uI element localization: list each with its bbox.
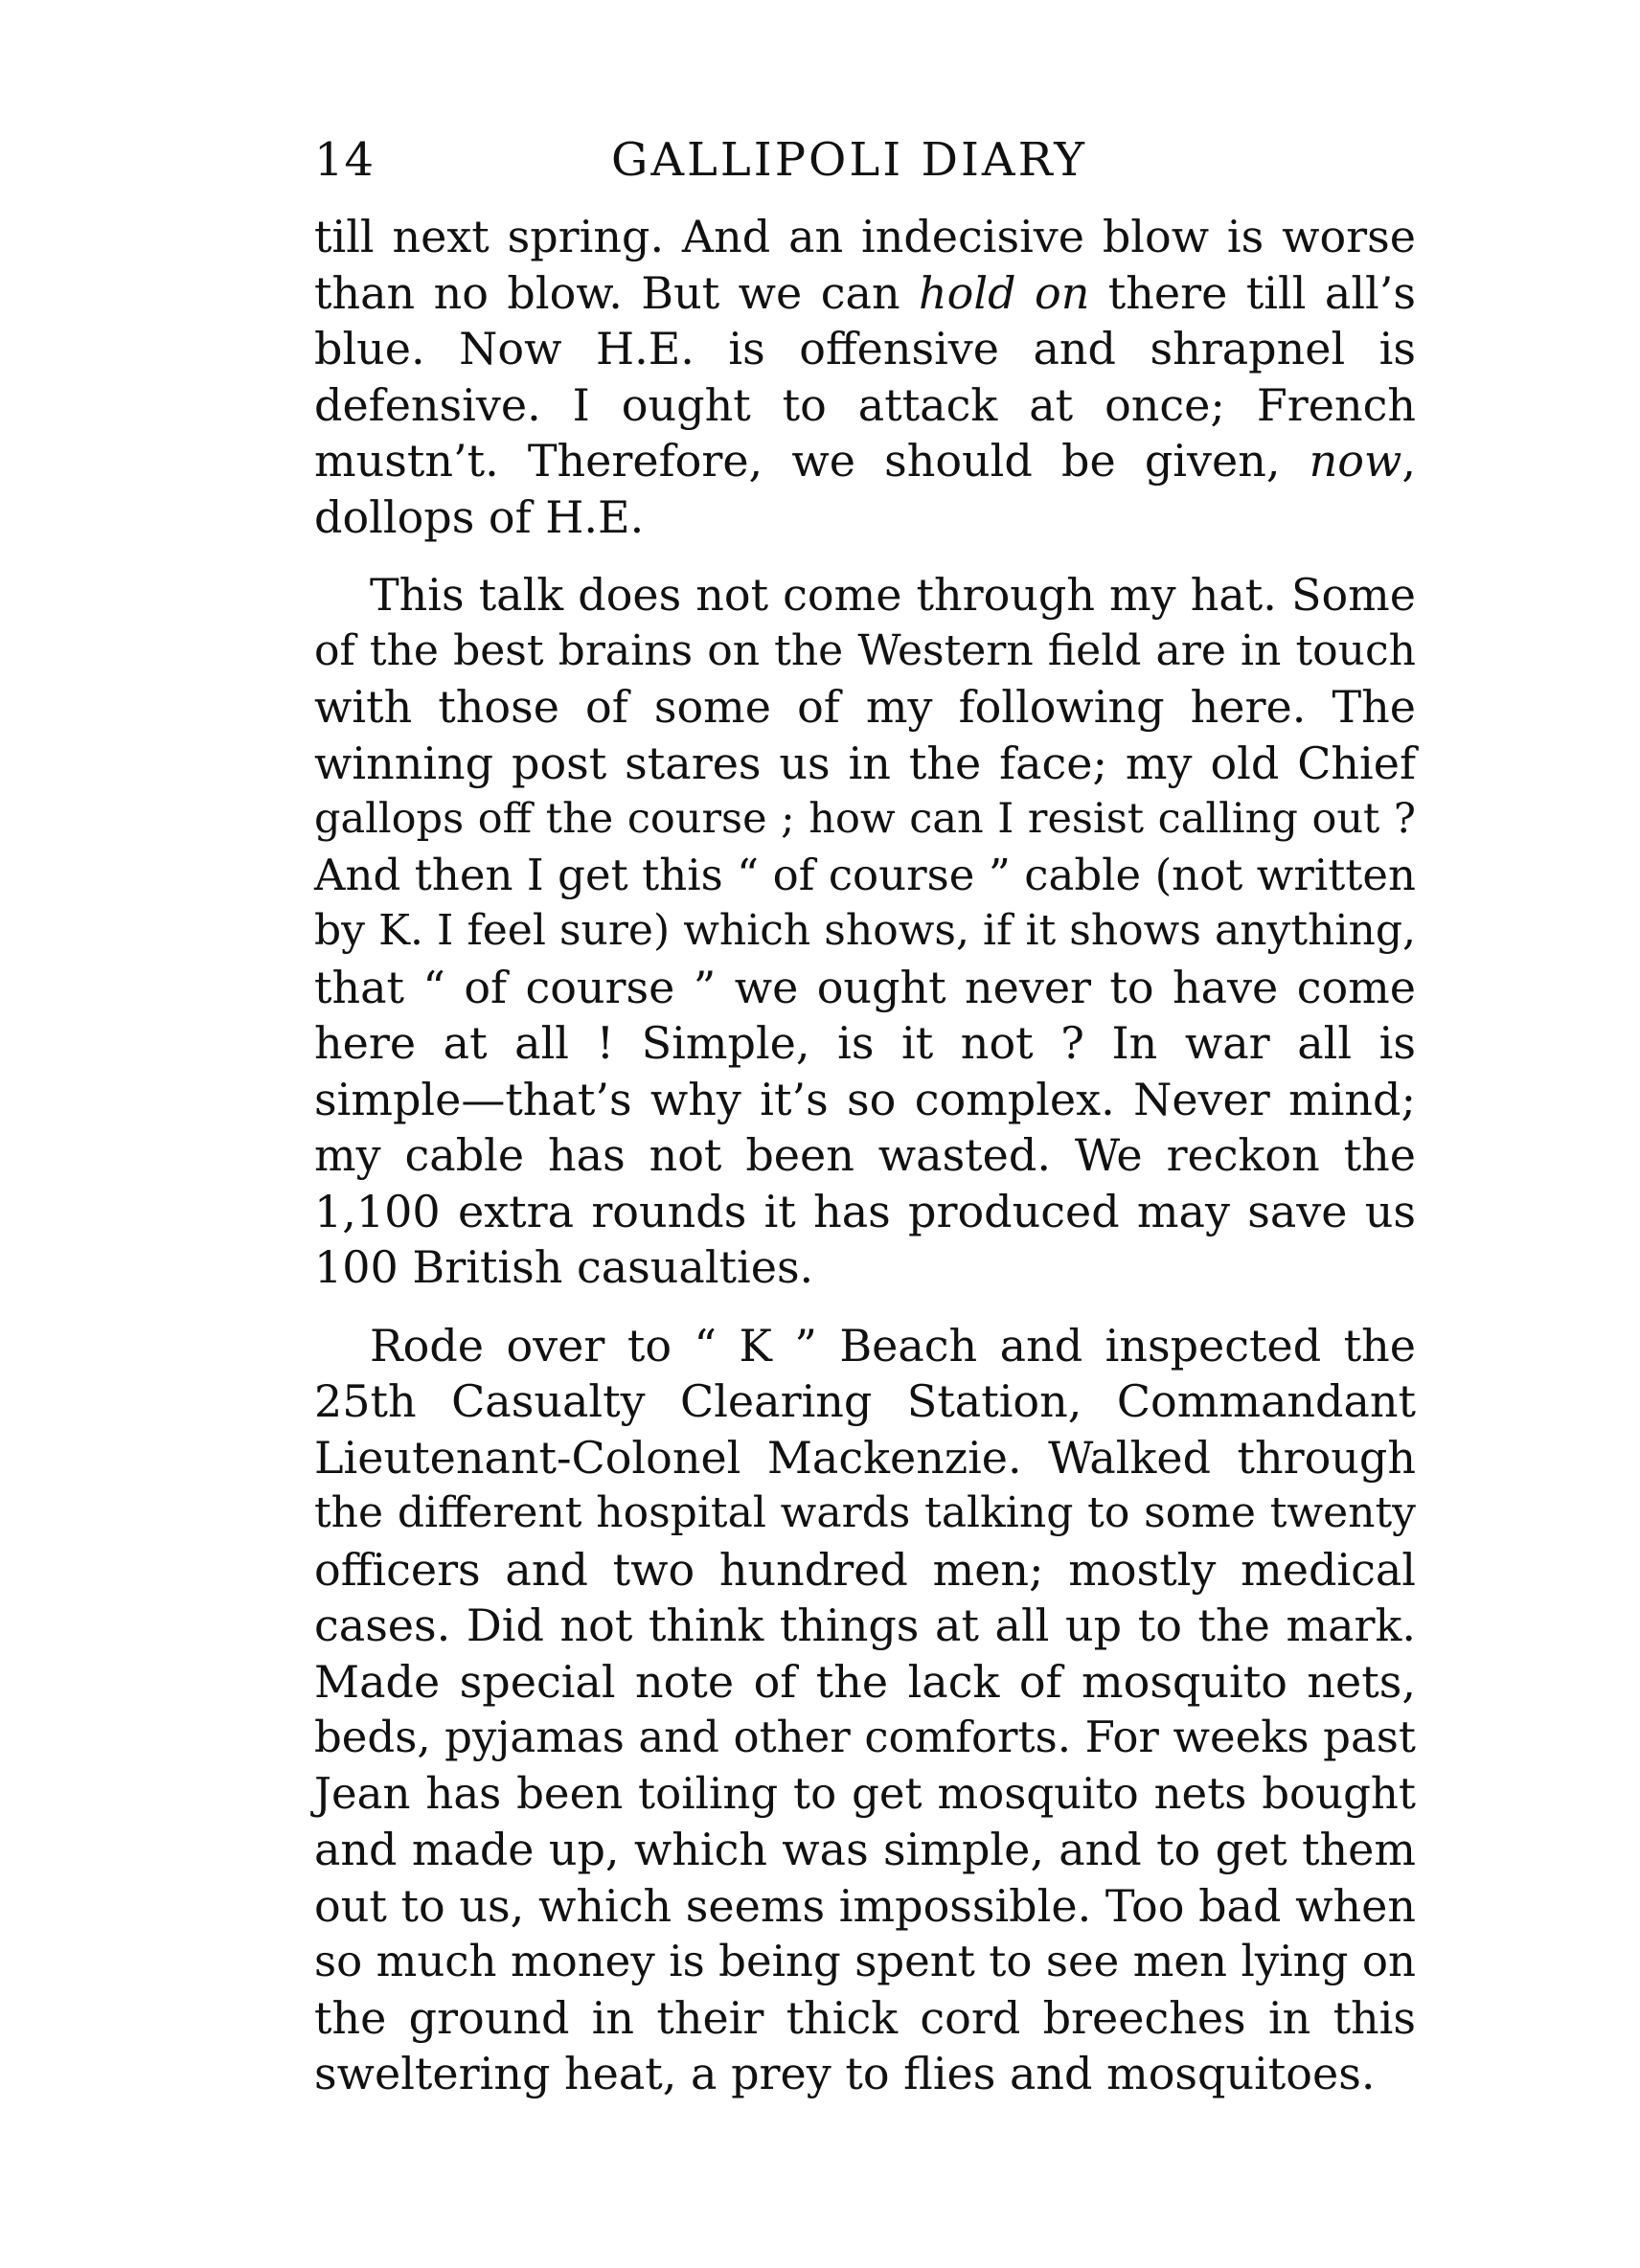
- text-line: 1,100 extra rounds it has produced may save us: [314, 1185, 1416, 1237]
- text-line: that “ of course ” we ought never to have come: [314, 961, 1416, 1013]
- text-line: by K. I feel sure) which shows, if it shows anything,: [314, 906, 1416, 955]
- text-line: defensive. I ought to attack at once; French: [314, 378, 1416, 431]
- text-line: the ground in their thick cord breeches in this: [314, 1991, 1416, 2044]
- body-text: [314, 209, 1416, 2102]
- text-line: out to us, which seems impossible. Too bad when: [314, 1879, 1416, 1932]
- page-header: [314, 126, 1416, 193]
- text-line: 25th Casualty Clearing Station, Commandant: [314, 1375, 1416, 1427]
- text-line: 100 British casualties.: [314, 1241, 814, 1293]
- text-line: winning post stares us in the face; my old Chief: [314, 737, 1416, 789]
- text-line: so much money is being spent to see men lying on: [314, 1936, 1416, 1986]
- paragraph-gap: [314, 545, 1416, 567]
- paragraph-gap: [314, 1296, 1416, 1318]
- paragraph: [314, 567, 1416, 1296]
- text-line: This talk does not come through my hat. Some: [370, 569, 1416, 621]
- text-line: with those of some of my following here. The: [314, 681, 1416, 733]
- text-line: and made up, which was simple, and to get them: [314, 1824, 1416, 1875]
- text-line: mustn’t. Therefore, we should be given, now,: [314, 435, 1416, 487]
- text-line: simple—that’s why it’s so complex. Never mind;: [314, 1073, 1416, 1125]
- text-line: Made special note of the lack of mosquito nets,: [314, 1655, 1416, 1708]
- page-number: 14: [314, 133, 376, 187]
- text-line: dollops of H.E.: [314, 490, 645, 543]
- text-line: here at all ! Simple, is it not ? In war all is: [314, 1017, 1416, 1069]
- text-line: officers and two hundred men; mostly medical: [314, 1543, 1416, 1596]
- text-line: Rode over to “ K ” Beach and inspected the: [370, 1319, 1416, 1372]
- text-line: till next spring. And an indecisive blow is worse: [314, 211, 1416, 262]
- text-line: the different hospital wards talking to some twenty: [314, 1488, 1416, 1537]
- paragraph: [314, 1318, 1416, 2102]
- text-line: And then I get this “ of course ” cable (not written: [314, 849, 1416, 900]
- text-line: cases. Did not think things at all up to the mark.: [314, 1599, 1416, 1651]
- text-line: beds, pyjamas and other comforts. For weeks past: [314, 1712, 1416, 1762]
- text-line: of the best brains on the Western field are in touch: [314, 625, 1416, 675]
- text-line: my cable has not been wasted. We reckon the: [314, 1129, 1416, 1181]
- text-line: sweltering heat, a prey to flies and mosquitoes.: [314, 2048, 1376, 2099]
- text-line: Lieutenant-Colonel Mackenzie. Walked through: [314, 1431, 1416, 1484]
- text-line: Jean has been toiling to get mosquito nets bought: [314, 1767, 1416, 1819]
- text-line: than no blow. But we can hold on there till all’s: [314, 266, 1416, 319]
- paragraph: [314, 209, 1416, 545]
- text-line: blue. Now H.E. is offensive and shrapnel is: [314, 323, 1416, 374]
- text-line: gallops off the course ; how can I resist calling out ?: [314, 795, 1416, 843]
- running-head: GALLIPOLI DIARY: [611, 133, 1087, 187]
